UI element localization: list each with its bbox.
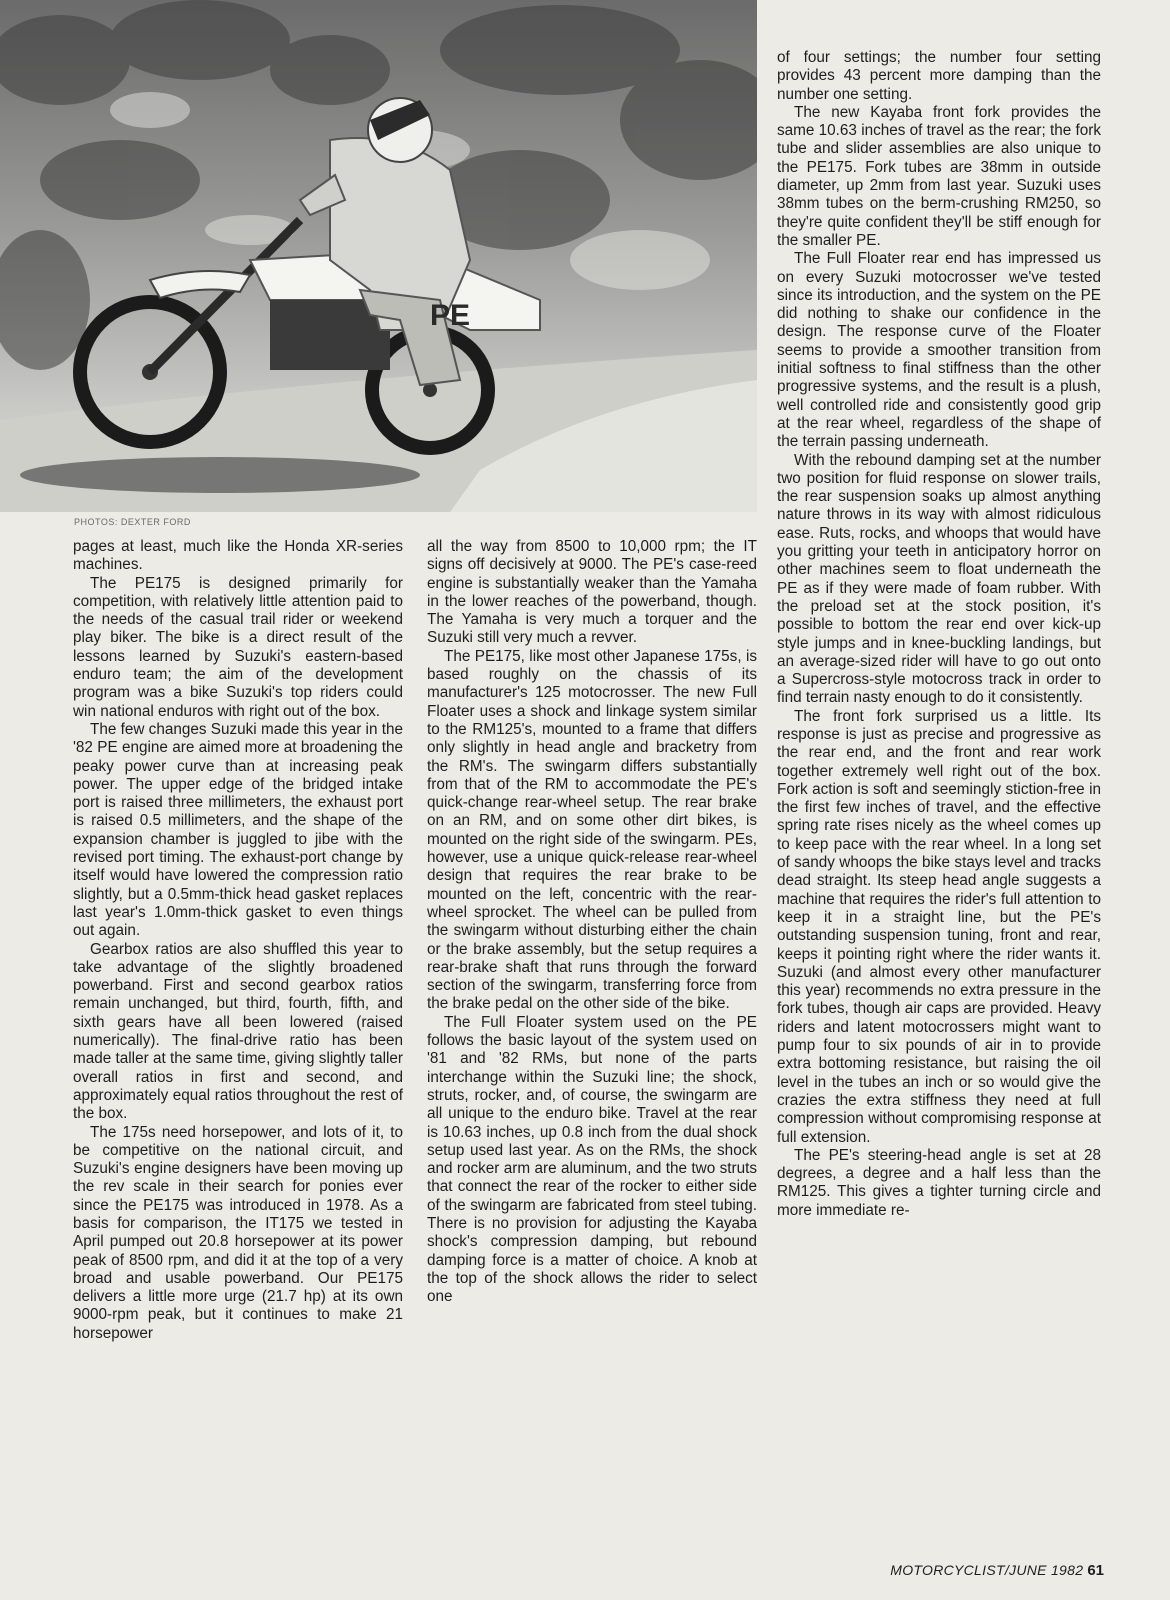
article-column-2 [427,538,757,1306]
page-footer [804,1562,1104,1579]
paragraph: The Full Floater system used on the PE follows the basic layout of the system used on '81 and '82 RMs, but none of the parts interchange within the Suzuki line; the shock, struts, rocker, and, of course, the swingarm are all unique to the enduro bike. Travel at the rear is 10.63 inches, up 0.8 inch from the dual shock setup used last year. As on the RMs, the shock and rocker arm are aluminum, and the two struts that connect the rear of the rocker to either side of the swingarm are fabricated from steel tubing. There is no provision for adjusting the Kayaba shock's compression damping, but rebound damping force is a matter of choice. A knob at the top of the shock allows the rider to select one [427,1013,757,1306]
article-column-3 [777,49,1101,1220]
paragraph: The 175s need horsepower, and lots of it, to be competitive on the national circuit, and Suzuki's engine designers have been moving up the rev scale in their search for ponies ever since the PE175 was introduced in 1978. As a basis for comparison, the IT175 we tested in April pumped out 20.8 horsepower at its power peak of 8500 rpm, and did it at the top of a very broad and usable powerband. Our PE175 delivers a little more urge (21.7 hp) at its own 9000-rpm peak, but it continues to make 21 horsepower [73,1123,403,1342]
paragraph: The few changes Suzuki made this year in the '82 PE engine are aimed more at broadening the peaky power curve than at increasing peak power. The upper edge of the bridged intake port is raised three millimeters, the exhaust port is raised 0.5 millimeters, and the shape of the expansion chamber is juggled to jibe with the revised port timing. The exhaust-port change by itself would have lowered the compression ratio slightly, but a 0.5mm-thick head gasket replaces last year's 1.0mm-thick gasket to even things out again. [73,720,403,940]
paragraph: Gearbox ratios are also shuffled this year to take advantage of the slightly broadened powerband. First and second gearbox ratios remain unchanged, but third, fourth, fifth, and sixth gears have all been lowered (raised numerically). The final-drive ratio has been made taller at the same time, giving slightly taller overall ratios in first and second, and approximately equal ratios throughout the rest of the box. [73,940,403,1123]
paragraph: The PE175 is designed primarily for competition, with relatively little attention paid to the needs of the casual trail rider or weekend play biker. The bike is a direct result of the lessons learned by Suzuki's eastern-based enduro team; the aim of the development program was a bike Suzuki's top riders could win national enduros with right out of the box. [73,574,403,720]
paragraph: pages at least, much like the Honda XR-series machines. [73,538,403,574]
paragraph: The front fork surprised us a little. Its response is just as precise and progressive as the rear end, and the front and rear work together extremely well right out of the box. Fork action is soft and seemingly stiction-free in the first few inches of travel, and the effective spring rate rises nicely as the wheel comes up to keep pace with the rear wheel. In a long set of sandy whoops the bike stays level and tracks dead straight. Its steep head angle suggests a machine that requires the rider's full attention to keep it in a straight line, but the PE's outstanding suspension tuning, front and rear, keeps it pointing right where the rider wants it. Suzuki (and almost every other manufacturer this year) recommends no extra pressure in the fork tubes, though air caps are provided. Heavy riders and latent motocrossers might want to pump four to six pounds of air in to provide extra bottoming resistance, but raising the oil level in the tubes an inch or so would give the crazies the extra stiffness they need at full compression without compromising response at full extension. [777,707,1101,1146]
paragraph: The PE's steering-head angle is set at 28 degrees, a degree and a half less than the RM125. This gives a tighter turning circle and more immediate re- [777,1146,1101,1219]
photo-credit: PHOTOS: DEXTER FORD [74,517,191,527]
rider-photo [0,0,757,512]
motorcycle-photo-illustration [0,0,757,512]
paragraph: The Full Floater rear end has impressed us on every Suzuki motocrosser we've tested since its introduction, and the system on the PE did nothing to shake our confidence in the design. The response curve of the Floater seems to provide a smoother transition from initial softness to final stiffness than the other progressive systems, and the result is a plush, well controlled ride and consistently good grip at the rear wheel, regardless of the shape of the terrain passing underneath. [777,250,1101,451]
article-column-1 [73,538,403,1343]
side-panel-pe-text: PE [430,299,471,332]
magazine-issue: MOTORCYCLIST/JUNE 1982 [890,1562,1084,1578]
paragraph: With the rebound damping set at the number two position for fluid response on slower trails, the rear suspension soaks up almost anything nature throws in its way with almost ridiculous ease. Ruts, rocks, and whoops that would have you gritting your teeth in anticipatory horror on other machines seem to float underneath the PE as if they were made of foam rubber. With the preload set at the stock position, it's possible to bottom the rear end over kick-up style jumps and in knee-buckling landings, but an average-sized rider will have to go out onto a Supercross-style motocross track in order to find terrain nasty enough to do it consistently. [777,451,1101,707]
paragraph: The new Kayaba front fork provides the same 10.63 inches of travel as the rear; the fork tube and slider assemblies are also unique to the PE175. Fork tubes are 38mm in outside diameter, up 2mm from last year. Suzuki uses 38mm tubes on the berm-crushing RM250, so they're quite confident they'll be stiff enough for the smaller PE. [777,103,1101,249]
paragraph: all the way from 8500 to 10,000 rpm; the IT signs off decisively at 9000. The PE's case-reed engine is substantially weaker than the Yamaha in the lower reaches of the powerband, though. The Yamaha is very much a torquer and the Suzuki still very much a revver. [427,538,757,647]
page-number: 61 [1087,1562,1104,1579]
paragraph: The PE175, like most other Japanese 175s, is based roughly on the chassis of its manufacturer's 125 motocrosser. The new Full Floater uses a shock and linkage system similar to the RM125's, mounted to a frame that differs only slightly in head angle and bracketry from the RM's. The swingarm differs substantially from that of the RM to accommodate the PE's quick-change rear-wheel setup. The rear brake on an RM, and on some other dirt bikes, is mounted on the right side of the swingarm. PEs, however, use a unique quick-release rear-wheel design that requires the rear brake to be mounted on the left, concentric with the rear-wheel sprocket. The wheel can be pulled from the swingarm without disturbing either the chain or the brake assembly, but the setup requires a rear-brake shaft that runs through the forward section of the swingarm, transferring force from the brake pedal on the other side of the bike. [427,647,757,1013]
paragraph: of four settings; the number four setting provides 43 percent more damping than the number one setting. [777,49,1101,103]
